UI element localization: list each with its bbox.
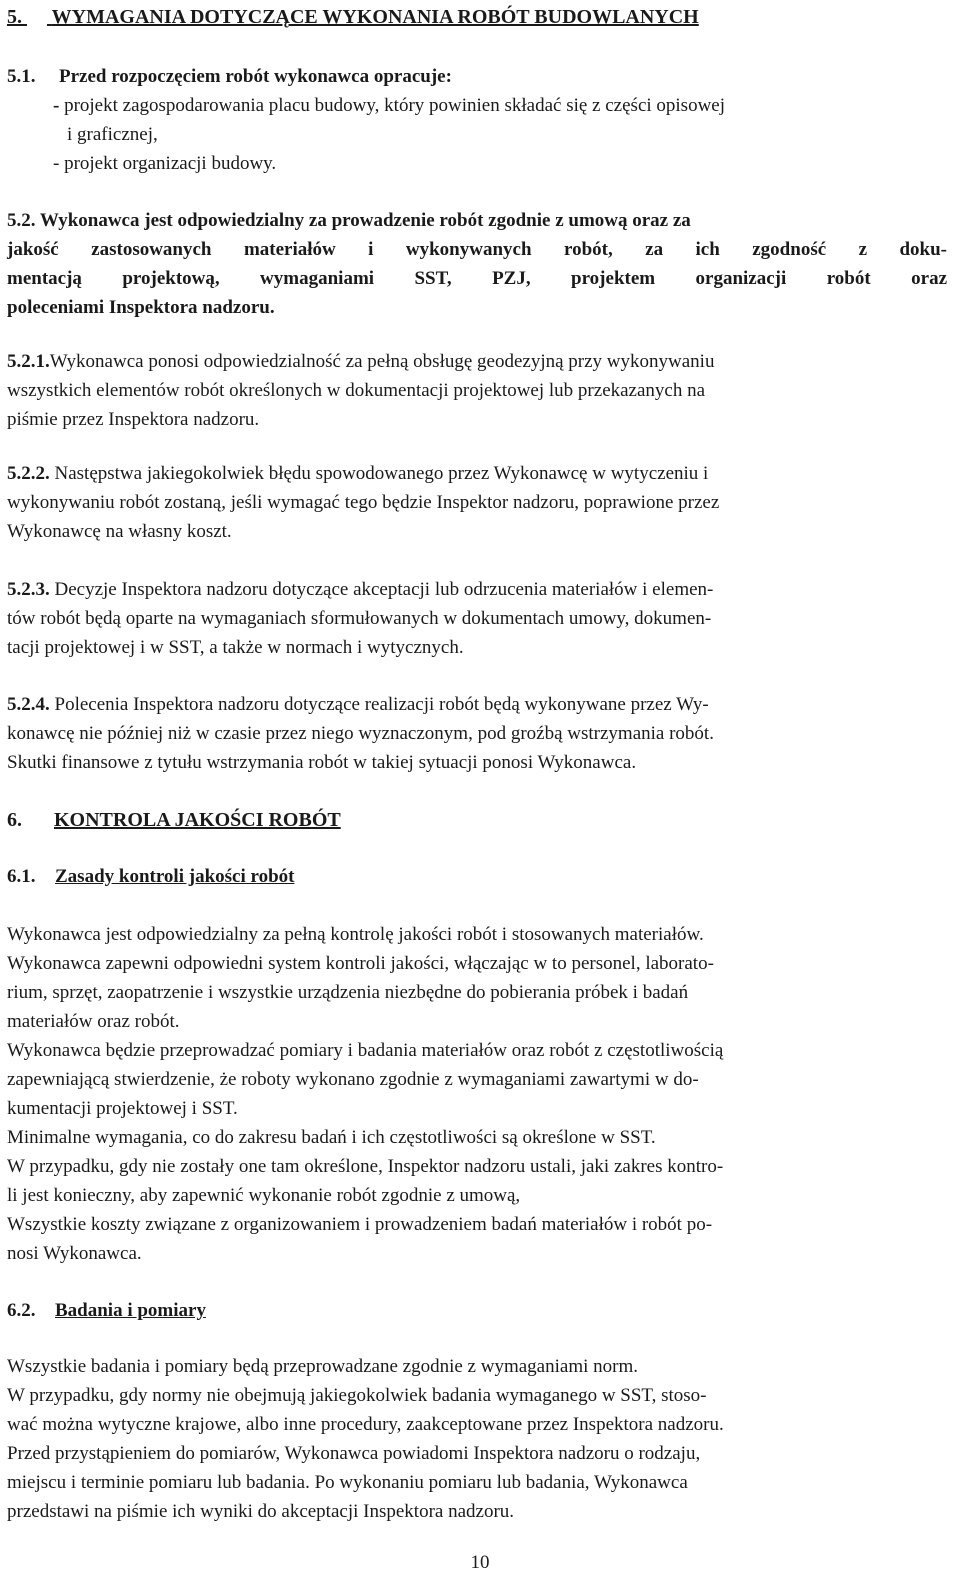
s61-line: rium, sprzęt, zaopatrzenie i wszystkie urządzenia niezbędne do pobierania próbek i badań (7, 982, 689, 1003)
p523-line-3: tacji projektowej i w SST, a także w normach i wytycznych. (7, 637, 464, 658)
section-6-heading (7, 806, 341, 835)
p51-title: Przed rozpoczęciem robót wykonawca opracuje: (59, 66, 452, 87)
s61-number: 6.1. (7, 866, 36, 887)
s61-line: Wszystkie koszty związane z organizowaniem i prowadzeniem badań materiałów i robót po- (7, 1214, 713, 1235)
s61-heading (7, 862, 294, 891)
s62-line: wać można wytyczne krajowe, albo inne procedury, zaakceptowane przez Inspektora nadzoru. (7, 1414, 724, 1435)
section-title: WYMAGANIA DOTYCZĄCE WYKONANIA ROBÓT BUDOWLANYCH (51, 6, 699, 28)
section-number: 5. (7, 6, 22, 28)
p52-line-2: jakość zastosowanych materiałów i wykonywanych robót, za ich zgodność z doku- (7, 239, 947, 260)
p52-line-1: 5.2. Wykonawca jest odpowiedzialny za prowadzenie robót zgodnie z umową oraz za (7, 210, 691, 231)
p524-line-2: konawcę nie później niż w czasie przez niego wyznaczonym, pod groźbą wstrzymania robót. (7, 723, 714, 744)
p524-line-3: Skutki finansowe z tytułu wstrzymania robót w takiej sytuacji ponosi Wykonawca. (7, 752, 637, 773)
p51-dash: - (53, 95, 60, 116)
page-number: 10 (470, 1552, 490, 1573)
p52-line-4: poleceniami Inspektora nadzoru. (7, 297, 275, 318)
s61-line: Wykonawca jest odpowiedzialny za pełną kontrolę jakości robót i stosowanych materiałów. (7, 924, 704, 945)
p51-heading (7, 62, 452, 91)
s61-line: Wykonawca będzie przeprowadzać pomiary i badania materiałów oraz robót z częstotliwością (7, 1040, 724, 1061)
section-5-heading (7, 3, 699, 32)
p521-number: 5.2.1. (7, 351, 50, 372)
p521-line-2: wszystkich elementów robót określonych w dokumentacji projektowej lub przekazanych na (7, 380, 706, 401)
s61-line: zapewniającą stwierdzenie, że roboty wykonano zgodnie z wymaganiami zawartymi w do- (7, 1069, 699, 1090)
p51-number: 5.1. (7, 66, 36, 87)
p524-number: 5.2.4. (7, 694, 50, 715)
p51-item-1-cont: i graficznej, (67, 124, 158, 145)
s61-line: Minimalne wymagania, co do zakresu badań i ich częstotliwości są określone w SST. (7, 1127, 656, 1148)
p523-line-1: 5.2.3. Decyzje Inspektora nadzoru dotyczące akceptacji lub odrzucenia materiałów i elemen- (7, 579, 714, 600)
p51-item-1: - projekt zagospodarowania placu budowy, który powinien składać się z części opisowej (53, 95, 726, 116)
p521-line-1: 5.2.1.Wykonawca ponosi odpowiedzialność za pełną obsługę geodezyjną przy wykonywaniu (7, 351, 715, 372)
s62-title: Badania i pomiary (55, 1300, 206, 1321)
s62-line: W przypadku, gdy normy nie obejmują jakiegokolwiek badania wymaganego w SST, stoso- (7, 1385, 707, 1406)
p522-line-3: Wykonawcę na własny koszt. (7, 521, 232, 542)
s62-line: Wszystkie badania i pomiary będą przeprowadzane zgodnie z wymaganiami norm. (7, 1356, 638, 1377)
s62-number: 6.2. (7, 1300, 36, 1321)
p521-line-3: piśmie przez Inspektora nadzoru. (7, 409, 260, 430)
p523-number: 5.2.3. (7, 579, 50, 600)
s62-line: miejscu i terminie pomiaru lub badania. Po wykonaniu pomiaru lub badania, Wykonawca (7, 1472, 688, 1493)
section-title: KONTROLA JAKOŚCI ROBÓT (54, 809, 341, 831)
p51-item-2: - projekt organizacji budowy. (53, 153, 277, 174)
p524-line-1: 5.2.4. Polecenia Inspektora nadzoru dotyczące realizacji robót będą wykonywane przez Wy- (7, 694, 709, 715)
p52-line-3: mentacją projektową, wymaganiami SST, PZJ, projektem organizacji robót oraz (7, 268, 947, 289)
s61-line: li jest konieczny, aby zapewnić wykonanie robót zgodnie z umową, (7, 1185, 521, 1206)
s61-line: W przypadku, gdy nie zostały one tam określone, Inspektor nadzoru ustali, jaki zakres kontro- (7, 1156, 724, 1177)
p523-line-2: tów robót będą oparte na wymaganiach sformułowanych w dokumentach umowy, dokumen- (7, 608, 712, 629)
s61-line: Wykonawca zapewni odpowiedni system kontroli jakości, włączając w to personel, laborato- (7, 953, 714, 974)
p52-number: 5.2. (7, 210, 36, 231)
s61-line: nosi Wykonawca. (7, 1243, 142, 1264)
s61-line: materiałów oraz robót. (7, 1011, 180, 1032)
p522-number: 5.2.2. (7, 463, 50, 484)
s62-line: Przed przystąpieniem do pomiarów, Wykonawca powiadomi Inspektora nadzoru o rodzaju, (7, 1443, 701, 1464)
section-number: 6. (7, 809, 22, 831)
s61-line: kumentacji projektowej i SST. (7, 1098, 238, 1119)
s61-title: Zasady kontroli jakości robót (55, 866, 295, 887)
p522-line-2: wykonywaniu robót zostaną, jeśli wymagać tego będzie Inspektor nadzoru, poprawione przez (7, 492, 720, 513)
p522-line-1: 5.2.2. Następstwa jakiegokolwiek błędu spowodowanego przez Wykonawcę w wytyczeniu i (7, 463, 709, 484)
s62-line: przedstawi na piśmie ich wyniki do akceptacji Inspektora nadzoru. (7, 1501, 515, 1522)
s62-heading (7, 1296, 206, 1325)
